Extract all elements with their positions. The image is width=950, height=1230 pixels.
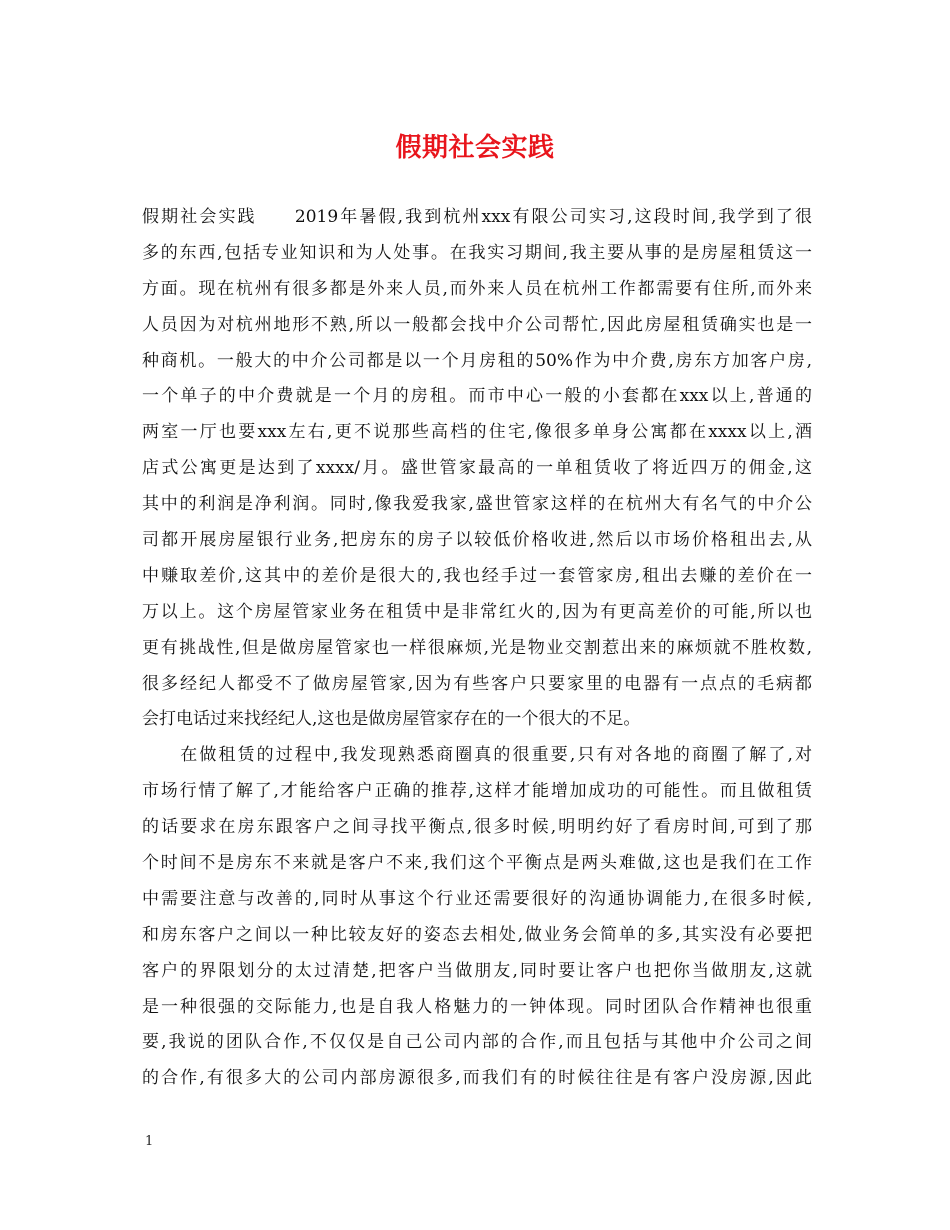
text-line: 两室一厅也要xxx左右,更不说那些高档的住宅,像很多单身公寓都在xxxx以上,酒 — [142, 422, 812, 443]
text-line: 人员因为对杭州地形不熟,所以一般都会找中介公司帮忙,因此房屋租赁确实也是一 — [142, 314, 812, 335]
text-line: 会打电话过来找经纪人,这也是做房屋管家存在的一个很大的不足。 — [142, 709, 641, 730]
text-line: 一个单子的中介费就是一个月的房租。而市中心一般的小套都在xxx以上,普通的 — [142, 386, 812, 407]
text-line: 其中的利润是净利润。同时,像我爱我家,盛世管家这样的在杭州大有名气的中介公 — [142, 494, 812, 515]
paragraph-1 — [142, 200, 812, 738]
text-line: 中赚取差价,这其中的差价是很大的,我也经手过一套管家房,租出去赚的差价在一 — [142, 565, 812, 586]
text-line: 中需要注意与改善的,同时从事这个行业还需要很好的沟通协调能力,在很多时候, — [142, 888, 812, 909]
text-line: 的话要求在房东跟客户之间寻找平衡点,很多时候,明明约好了看房时间,可到了那 — [142, 817, 812, 838]
text-line: 假期社会实践 2019年暑假,我到杭州xxx有限公司实习,这段时间,我学到了很 — [142, 207, 812, 227]
text-line: 的合作,有很多大的公司内部房源很多,而我们有的时候往往是有客户没房源,因此 — [142, 1068, 812, 1089]
text-line: 司都开展房屋银行业务,把房东的房子以较低价格收进,然后以市场价格租出去,从 — [142, 530, 812, 551]
document-title: 假期社会实践 — [395, 133, 555, 163]
text-line: 客户的界限划分的太过清楚,把客户当做朋友,同时要让客户也把你当做朋友,这就 — [142, 960, 812, 981]
text-line: 要,我说的团队合作,不仅仅是自己公司内部的合作,而且包括与其他中介公司之间 — [142, 1032, 812, 1053]
text-line: 市场行情了解了,才能给客户正确的推荐,这样才能增加成功的可能性。而且做租赁 — [142, 781, 812, 802]
text-line: 万以上。这个房屋管家业务在租赁中是非常红火的,因为有更高差价的可能,所以也 — [142, 601, 812, 622]
text-line: 和房东客户之间以一种比较友好的姿态去相处,做业务会简单的多,其实没有必要把 — [142, 924, 812, 945]
text-line: 是一种很强的交际能力,也是自我人格魅力的一钟体现。同时团队合作精神也很重 — [142, 996, 812, 1017]
text-line: 方面。现在杭州有很多都是外来人员,而外来人员在杭州工作都需要有住所,而外来 — [142, 278, 812, 299]
document-body — [142, 200, 812, 1097]
text-line: 在做租赁的过程中,我发现熟悉商圈真的很重要,只有对各地的商圈了解了,对 — [142, 745, 812, 766]
text-line: 个时间不是房东不来就是客户不来,我们这个平衡点是两头难做,这也是我们在工作 — [142, 853, 812, 874]
text-line: 很多经纪人都受不了做房屋管家,因为有些客户只要家里的电器有一点点的毛病都 — [142, 673, 812, 694]
page-number: 1 — [145, 1134, 154, 1149]
text-line: 更有挑战性,但是做房屋管家也一样很麻烦,光是物业交割惹出来的麻烦就不胜枚数, — [142, 637, 812, 658]
paragraph-2 — [142, 738, 812, 1097]
text-line: 多的东西,包括专业知识和为人处事。在我实习期间,我主要从事的是房屋租赁这一 — [142, 242, 812, 263]
text-line: 种商机。一般大的中介公司都是以一个月房租的50%作为中介费,房东方加客户房, — [142, 350, 812, 371]
text-line: 店式公寓更是达到了xxxx/月。盛世管家最高的一单租赁收了将近四万的佣金,这 — [142, 458, 812, 479]
